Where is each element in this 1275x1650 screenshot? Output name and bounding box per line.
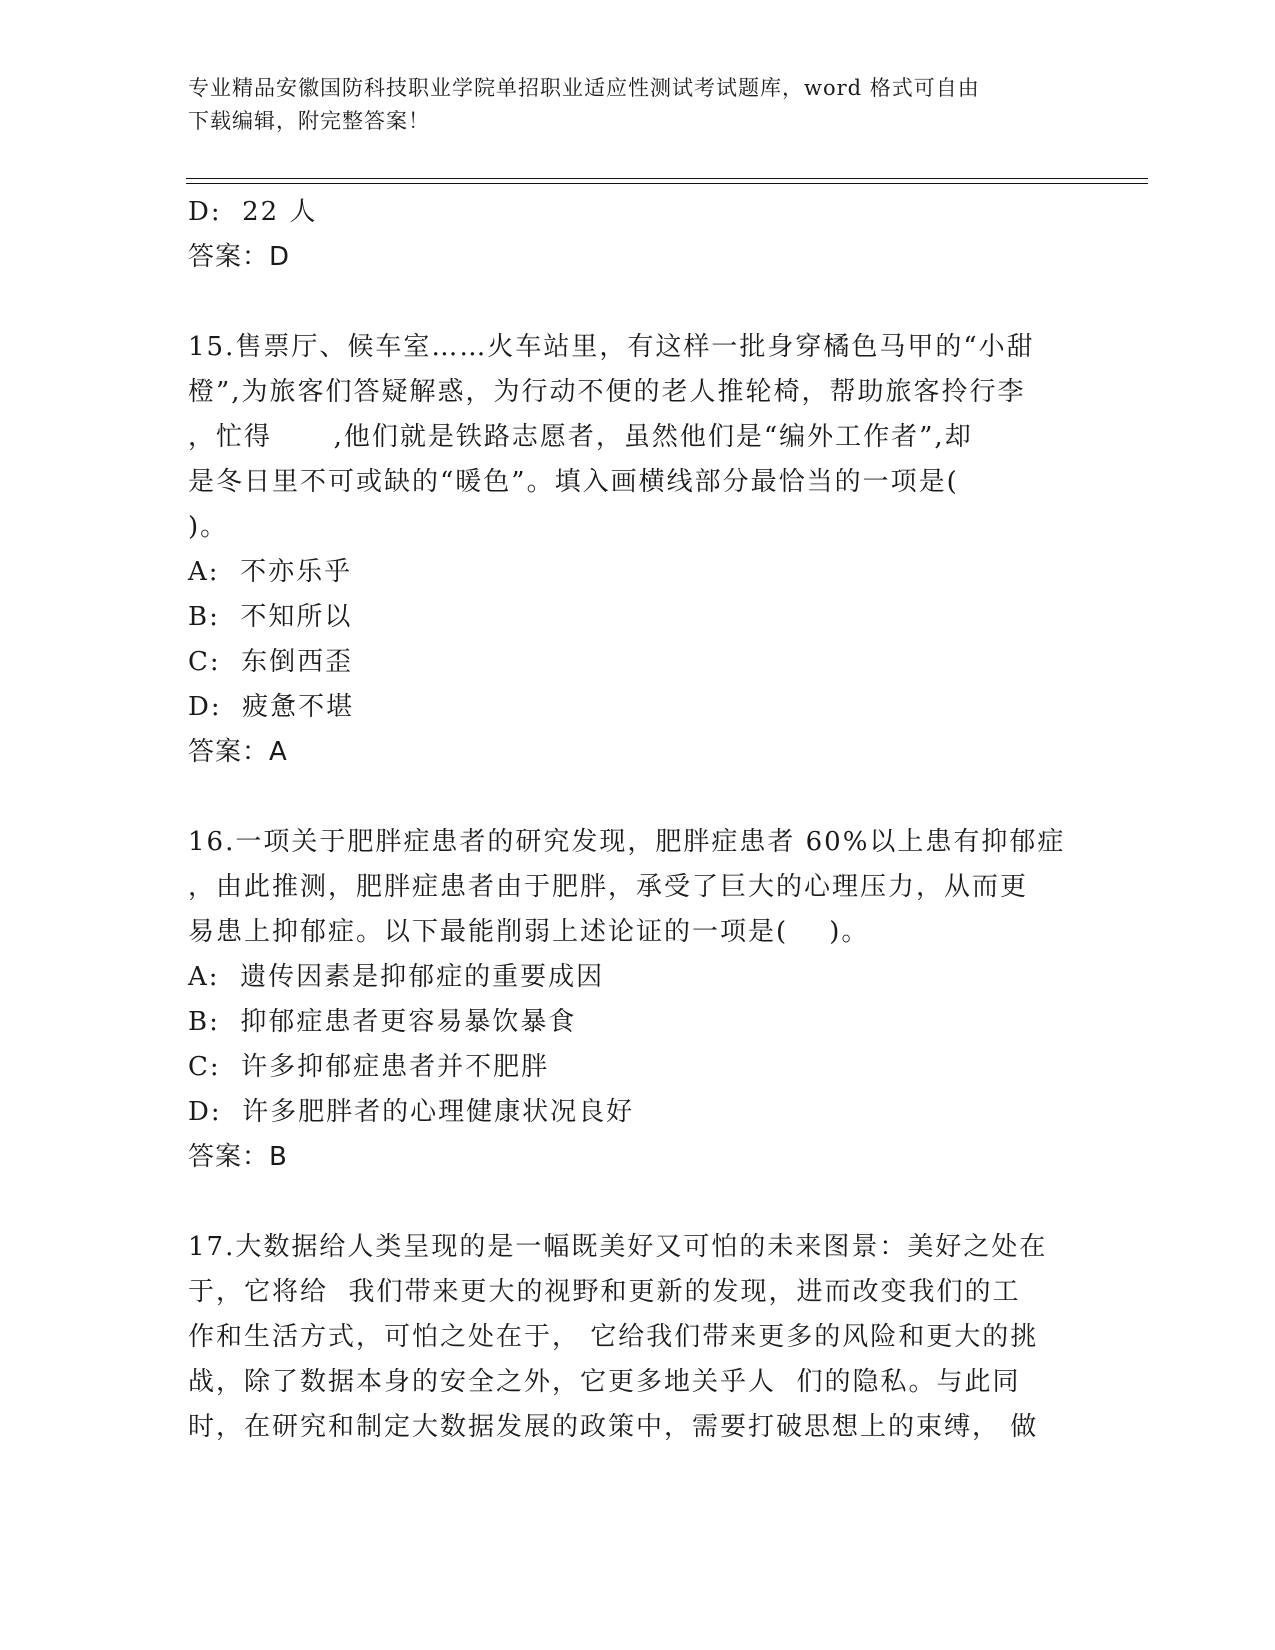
q15-option-b: B: 不知所以: [188, 602, 353, 632]
q17-line-1: 17.大数据给人类呈现的是一幅既美好又可怕的未来图景：美好之处在: [188, 1232, 1048, 1262]
q15-option-a: A: 不亦乐乎: [188, 557, 353, 587]
prev-option-d: D: 22 人: [188, 197, 318, 227]
prev-answer: 答案：D: [188, 242, 291, 272]
q16-answer: 答案：B: [188, 1142, 288, 1172]
q16-option-b: B: 抑郁症患者更容易暴饮暴食: [188, 1007, 577, 1037]
q16-line-2: ，由此推测，肥胖症患者由于肥胖，承受了巨大的心理压力，从而更: [188, 872, 1029, 902]
q15-line-1: 15.售票厅、候车室……火车站里，有这样一批身穿橘色马甲的“小甜: [188, 332, 1035, 362]
q15-line-5: )。: [188, 512, 229, 542]
question-15: [188, 325, 1088, 775]
q15-option-d: D: 疲惫不堪: [188, 692, 355, 722]
q15-option-c: C: 东倒西歪: [188, 647, 354, 677]
header-divider-top: [186, 178, 1148, 179]
q15-line-2: 橙”,为旅客们答疑解惑，为行动不便的老人推轮椅，帮助旅客拎行李: [188, 377, 1026, 407]
question-16: [188, 820, 1088, 1180]
question-17: [188, 1225, 1088, 1450]
q17-line-4: 战，除了数据本身的安全之外，它更多地关乎人 们的隐私。与此同: [188, 1367, 1021, 1397]
q16-option-c: C: 许多抑郁症患者并不肥胖: [188, 1052, 550, 1082]
page-header: [188, 72, 1088, 138]
q16-option-d: D: 许多肥胖者的心理健康状况良好: [188, 1097, 635, 1127]
q17-line-5: 时，在研究和制定大数据发展的政策中，需要打破思想上的束缚， 做: [188, 1412, 1039, 1442]
header-divider-bottom: [186, 183, 1148, 184]
q16-line-1: 16.一项关于肥胖症患者的研究发现，肥胖症患者 60%以上患有抑郁症: [188, 827, 1066, 857]
header-line-2: 下载编辑，附完整答案！: [188, 109, 430, 133]
q17-line-2: 于，它将给 我们带来更大的视野和更新的发现，进而改变我们的工: [188, 1277, 1021, 1307]
page-content: [188, 190, 1088, 1450]
q17-line-3: 作和生活方式，可怕之处在于， 它给我们带来更多的风险和更大的挑: [188, 1322, 1039, 1352]
q15-answer: 答案：A: [188, 737, 288, 767]
q16-line-3: 易患上抑郁症。以下最能削弱上述论证的一项是( )。: [188, 917, 870, 947]
q15-line-4: 是冬日里不可或缺的“暖色”。填入画横线部分最恰当的一项是(: [188, 467, 959, 497]
q16-option-a: A: 遗传因素是抑郁症的重要成因: [188, 962, 605, 992]
header-line-1: 专业精品安徽国防科技职业学院单招职业适应性测试考试题库，word 格式可自由: [188, 76, 980, 100]
q15-line-3: ，忙得 ,他们就是铁路志愿者，虽然他们是“编外工作者”,却: [188, 422, 973, 452]
